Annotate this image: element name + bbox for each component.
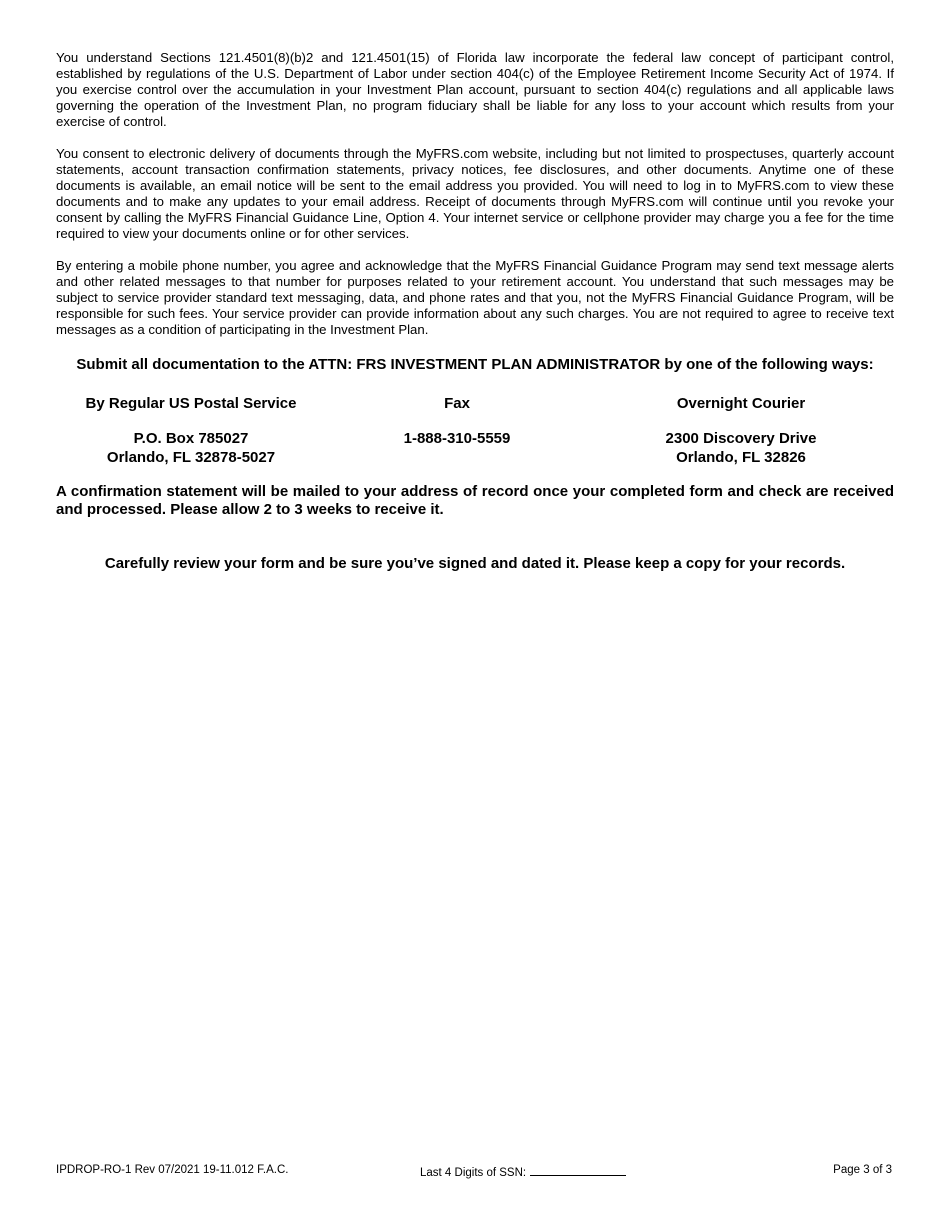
courier-address-line2: Orlando, FL 32826 — [676, 449, 806, 466]
electronic-delivery-paragraph: You consent to electronic delivery of documents through the MyFRS.com website, including but not limited to prospectuses, quarterly account statements, account transaction confirmation statements, privacy notices, fee disclosures, and other documents. Anytime one of these documents is available, an email notice will be sent to the email address you provided. You will need to log in to MyFRS.com to view these documents and to make any updates to your email address. Receipt of documents through MyFRS.com will continue until you revoke your consent by calling the MyFRS Financial Guidance Line, Option 4. Your internet service or cellphone provider may charge you a fee for the time required to view your documents online or for other services. — [56, 146, 894, 241]
confirmation-notice: A confirmation statement will be mailed to your address of record once your completed form and check are received and processed. Please allow 2 to 3 weeks to receive it. — [56, 483, 894, 518]
submit-heading: Submit all documentation to the ATTN: FRS INVESTMENT PLAN ADMINISTRATOR by one of the following ways: — [76, 356, 874, 373]
fax-method — [326, 395, 588, 467]
form-id: IPDROP-RO-1 Rev 07/2021 19-11.012 F.A.C. — [56, 1164, 289, 1176]
courier-method — [588, 395, 894, 467]
review-reminder: Carefully review your form and be sure you’ve signed and dated it. Please keep a copy for your records. — [104, 555, 846, 572]
courier-header: Overnight Courier — [676, 395, 806, 412]
document-page — [56, 50, 894, 572]
submission-methods — [56, 395, 894, 467]
postal-header: By Regular US Postal Service — [85, 395, 297, 412]
ssn-field — [420, 1164, 626, 1179]
courier-address-line1: 2300 Discovery Drive — [665, 430, 817, 447]
fax-header: Fax — [444, 395, 470, 412]
postal-address-line2: Orlando, FL 32878-5027 — [106, 449, 276, 466]
fax-number: 1-888-310-5559 — [403, 430, 511, 447]
ssn-label: Last 4 Digits of SSN: — [420, 1167, 527, 1179]
participant-control-paragraph: You understand Sections 121.4501(8)(b)2 and 121.4501(15) of Florida law incorporate the federal law concept of participant control, established by regulations of the U.S. Department of Labor under section 404(c) of the Employee Retirement Income Security Act of 1974. If you exercise control over the accumulation in your Investment Plan account, pursuant to section 404(c) regulations and all applicable laws governing the operation of the Investment Plan, no program fiduciary shall be liable for any loss to your account which results from your exercise of control. — [56, 50, 894, 129]
page-footer — [56, 1164, 892, 1180]
page-number: Page 3 of 3 — [833, 1164, 892, 1176]
postal-address-line1: P.O. Box 785027 — [133, 430, 249, 447]
ssn-blank-line[interactable] — [530, 1164, 626, 1176]
text-messages-paragraph: By entering a mobile phone number, you agree and acknowledge that the MyFRS Financial Guidance Program may send text message alerts and other related messages to that number for purposes related to your retirement account. You understand that such messages may be subject to service provider standard text messaging, data, and phone rates and that you, not the MyFRS Financial Guidance Program, will be responsible for such fees. Your service provider can provide information about any such charges. You are not required to agree to receive text messages as a condition of participating in the Investment Plan. — [56, 258, 894, 337]
postal-method — [56, 395, 326, 467]
